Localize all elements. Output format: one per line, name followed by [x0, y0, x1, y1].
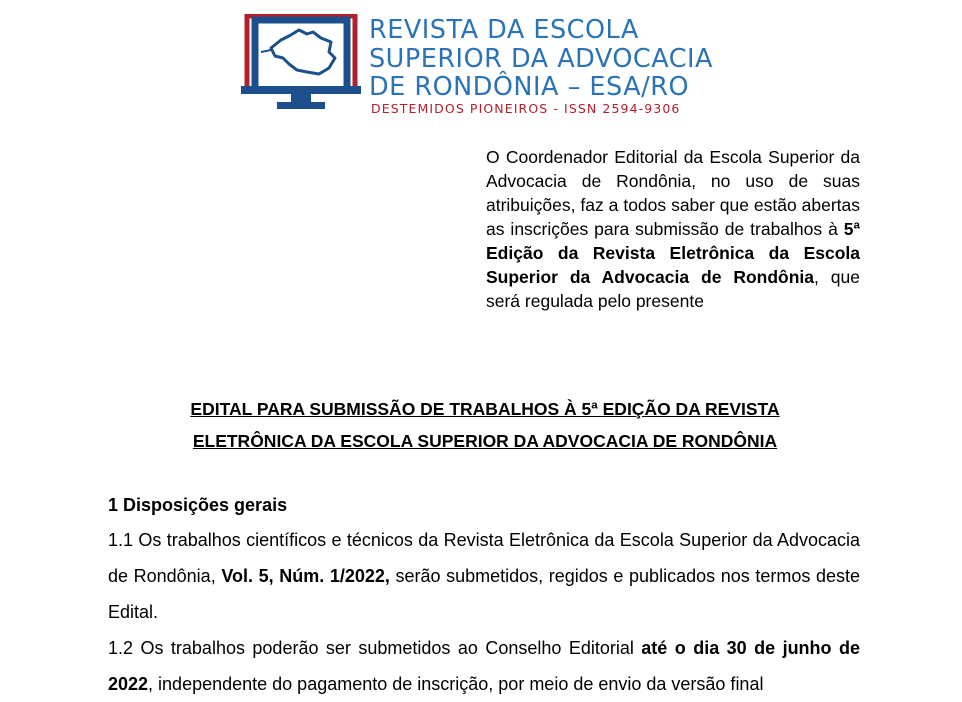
edital-title-line1: EDITAL PARA SUBMISSÃO DE TRABALHOS À 5ª EDIÇÃO DA REVISTA [190, 399, 780, 419]
p12-text-end: , independente do pagamento de inscrição, por meio de envio da versão final [148, 674, 764, 694]
p11-bold: Vol. 5, Núm. 1/2022, [221, 566, 390, 586]
paragraph-1-2 [108, 630, 860, 702]
logo-tagline: DESTEMIDOS PIONEIROS - ISSN 2594-9306 [371, 101, 681, 116]
intro-edition-bold: 5ª Edição da Revista Eletrônica da Escola Superior da Advocacia de Rondônia [486, 219, 860, 287]
journal-logo [241, 14, 729, 118]
edital-title-line2: ELETRÔNICA DA ESCOLA SUPERIOR DA ADVOCACIA DE RONDÔNIA [192, 431, 778, 451]
edital-title [100, 393, 870, 457]
p12-text: 1.2 Os trabalhos poderão ser submetidos ao Conselho Editorial [108, 638, 642, 658]
monitor-map-icon [241, 14, 361, 118]
logo-title-line2: SUPERIOR DA ADVOCACIA [369, 44, 713, 74]
p11-text: 1.1 Os trabalhos científicos e técnicos da Revista Eletrônica da Escola Superior da Advocacia de Rondônia, [108, 530, 860, 586]
section-heading: 1 Disposições gerais [108, 495, 288, 515]
paragraph-1-1 [108, 522, 860, 630]
p12-bold: até o dia 30 de junho de 2022 [108, 638, 860, 694]
intro-paragraph [486, 145, 860, 313]
p11-text-end: serão submetidos, regidos e publicados nos termos deste Edital. [108, 566, 860, 622]
logo-title-line3: DE RONDÔNIA – ESA/RO [369, 72, 690, 102]
intro-text: O Coordenador Editorial da Escola Superior da Advocacia de Rondônia, no uso de suas atribuições, faz a todos saber que estão abertas as inscrições para submissão de trabalhos à [486, 147, 860, 239]
intro-text-end: , que será regulada pelo presente [486, 267, 860, 311]
logo-title-line1: REVISTA DA ESCOLA [369, 15, 639, 45]
